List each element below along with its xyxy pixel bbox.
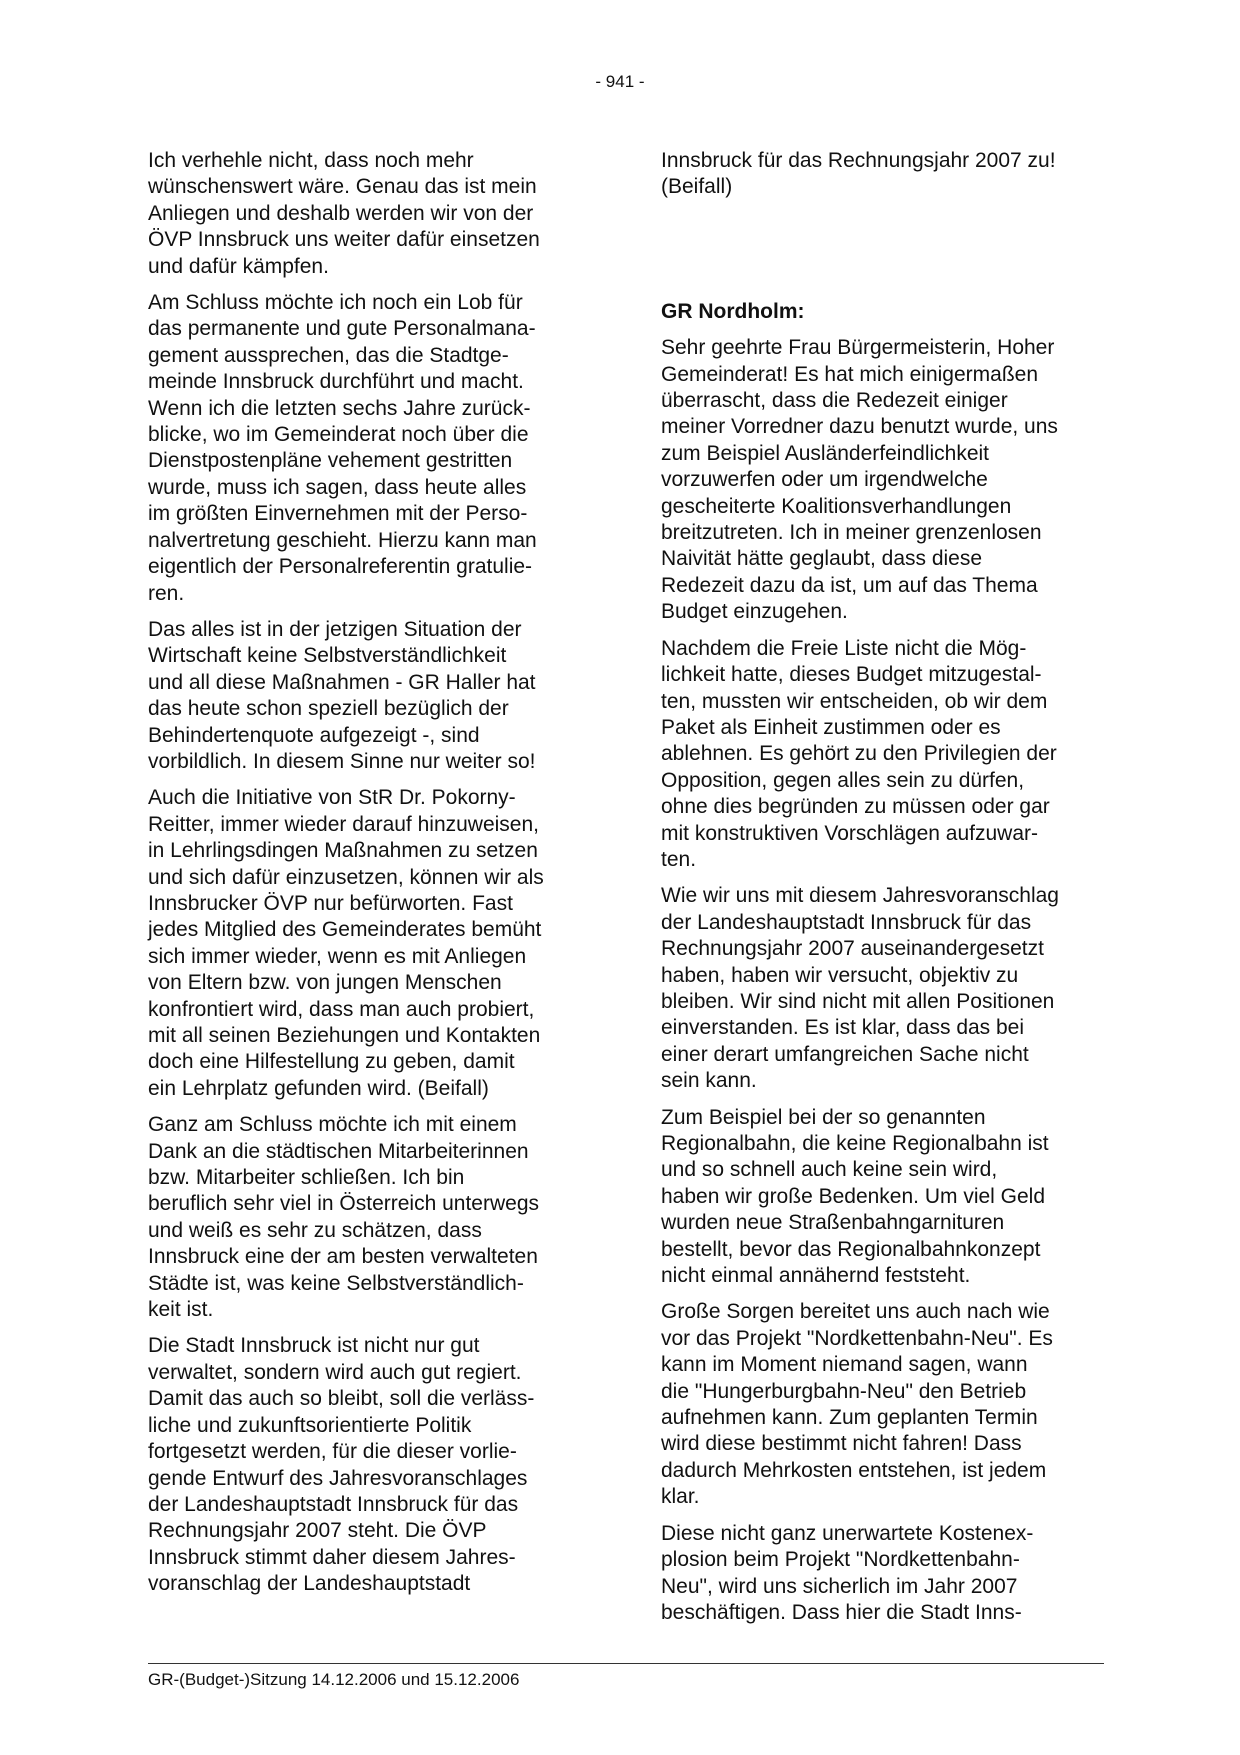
paragraph: Wie wir uns mit diesem Jahresvoranschlag der Landeshauptstadt Innsbruck für das Rechnungsjahr 2007 auseinandergesetzt haben, haben wir versucht, objektiv zu bleiben. Wir sind nicht mit allen Positionen einverstanden. Es ist klar, dass das bei einer derart umfangreichen Sache nicht sein kann. xyxy=(661,884,1059,1093)
paragraph: Große Sorgen bereitet uns auch nach wie vor das Projekt "Nordkettenbahn-Neu". Es kann im Moment niemand sagen, wann die "Hungerburgbahn-Neu" den Betrieb aufnehmen kann. Zum geplanten Termin wird diese bestimmt nicht fahren! Dass dadurch Mehrkosten entstehen, ist jedem klar. xyxy=(661,1300,1053,1509)
paragraph: Das alles ist in der jetzigen Situation der Wirtschaft keine Selbstverständlichkeit und all diese Maßnahmen - GR Haller hat das heute schon speziell bezüglich der Behindertenquote aufgezeigt -, sind vorbildlich. In diesem Sinne nur weiter so! xyxy=(148,617,536,773)
paragraph: Sehr geehrte Frau Bürgermeisterin, Hoher Gemeinderat! Es hat mich einigermaßen überrascht, dass die Redezeit einiger meiner Vorredner dazu benutzt wurde, uns zum Beispiel Ausländerfeindlichkeit vorzuwerfen oder um irgendwelche gescheiterte Koalitionsverhandlungen breitzutreten. Ich in meiner grenzenlosen Naivität hätte geglaubt, dass diese Redezeit dazu da ist, um auf das Thema Budget einzugehen. xyxy=(661,336,1058,624)
paragraph: Auch die Initiative von StR Dr. Pokorny- Reitter, immer wieder darauf hinzuweisen, in Lehrlingsdingen Maßnahmen zu setzen und sich dafür einzusetzen, können wir als Innsbrucker ÖVP nur befürworten. Fast jedes Mitglied des Gemeinderates bemüht sich immer wieder, wenn es mit Anliegen von Eltern bzw. von jungen Menschen konfrontiert wird, dass man auch probiert, mit all seinen Beziehungen und Kontakten doch eine Hilfestellung zu geben, damit ein Lehrplatz gefunden wird. (Beifall) xyxy=(148,786,544,1100)
paragraph: Zum Beispiel bei der so genannten Regionalbahn, die keine Regionalbahn ist und so schnell auch keine sein wird, haben wir große Bedenken. Um viel Geld wurden neue Straßenbahngarnituren bestellt, bevor das Regionalbahnkonzept nicht einmal annähernd feststeht. xyxy=(661,1105,1049,1288)
footer-divider xyxy=(148,1663,1104,1664)
paragraph: Ich verhehle nicht, dass noch mehr wünschenswert wäre. Genau das ist mein Anliegen und deshalb werden wir von der ÖVP Innsbruck uns weiter dafür einsetzen und dafür kämpfen. xyxy=(148,149,540,278)
continuation-paragraph: Innsbruck für das Rechnungsjahr 2007 zu! (Beifall) xyxy=(661,149,1056,199)
right-column xyxy=(661,148,1101,1636)
paragraph: Nachdem die Freie Liste nicht die Mög- lichkeit hatte, dieses Budget mitzugestal- ten, mussten wir entscheiden, ob wir dem Paket als Einheit zustimmen oder es ablehnen. Es gehört zu den Privilegien der Opposition, gegen alles sein zu dürfen, ohne dies begründen zu müssen oder gar mit konstruktiven Vorschlägen aufzuwar- ten. xyxy=(661,636,1057,871)
section-spacer xyxy=(661,211,1101,299)
paragraph: Diese nicht ganz unerwartete Kostenex- plosion beim Projekt "Nordkettenbahn- Neu", wird uns sicherlich im Jahr 2007 beschäftigen. Dass hier die Stadt Inns- xyxy=(661,1521,1034,1624)
paragraph: Am Schluss möchte ich noch ein Lob für das permanente und gute Personalmana- gement aussprechen, das die Stadtge- meinde Innsbruck durchführt und macht. Wenn ich die letzten sechs Jahre zurück- blicke, wo im Gemeinderat noch über die Dienstpostenpläne vehement gestritten wurde, muss ich sagen, dass heute alles im größten Einvernehmen mit der Perso- nalvertretung geschieht. Hierzu kann man eigentlich der Personalreferentin gratulie- ren. xyxy=(148,291,537,605)
page-number: - 941 - xyxy=(595,72,645,91)
paragraph: Ganz am Schluss möchte ich mit einem Dank an die städtischen Mitarbeiterinnen bzw. Mitarbeiter schließen. Ich bin beruflich sehr viel in Österreich unterwegs und weiß es sehr zu schätzen, dass Innsbruck eine der am besten verwalteten Städte ist, was keine Selbstverständlich- keit ist. xyxy=(148,1113,540,1322)
footer-text: GR-(Budget-)Sitzung 14.12.2006 und 15.12.2006 xyxy=(148,1670,520,1689)
left-column xyxy=(148,148,588,1608)
paragraph: Die Stadt Innsbruck ist nicht nur gut verwaltet, sondern wird auch gut regiert. Damit das auch so bleibt, soll die verläss- liche und zukunftsorientierte Politik fortgesetzt werden, für die dieser vorlie- gende Entwurf des Jahresvoranschlages der Landeshauptstadt Innsbruck für das Rechnungsjahr 2007 steht. Die ÖVP Innsbruck stimmt daher diesem Jahres- voranschlag der Landeshauptstadt xyxy=(148,1334,535,1596)
speaker-heading: GR Nordholm: xyxy=(661,299,805,323)
